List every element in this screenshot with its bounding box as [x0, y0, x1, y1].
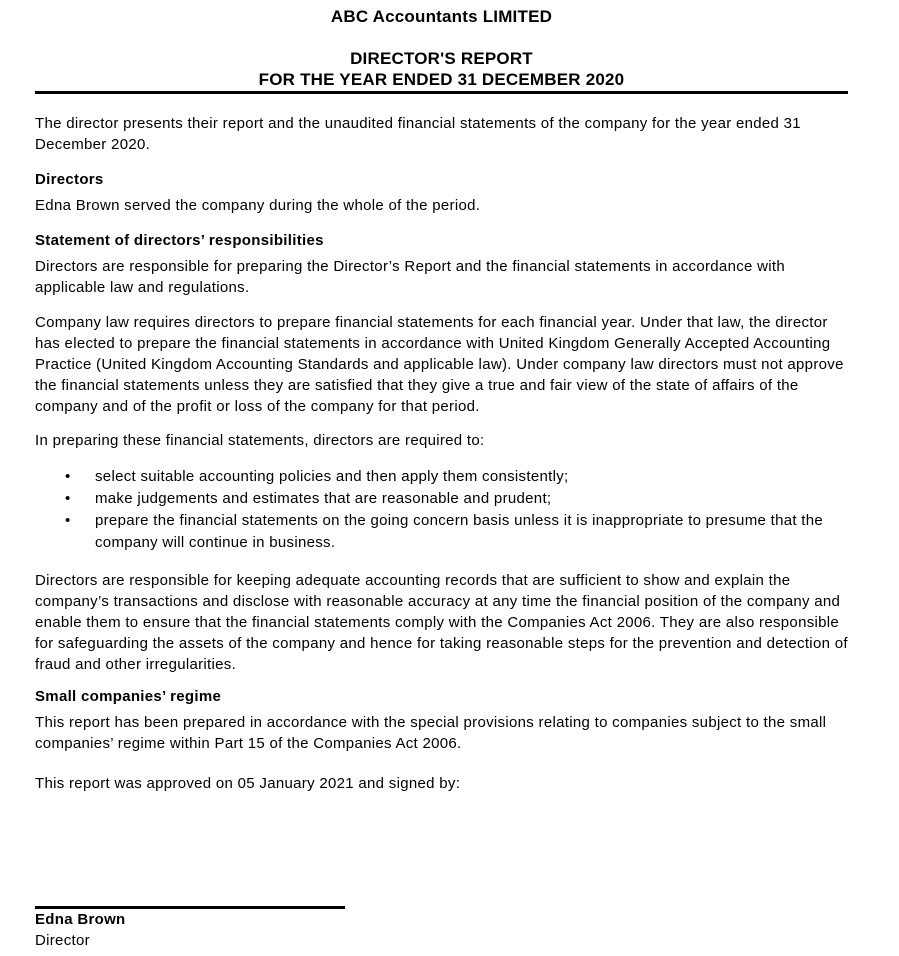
directors-paragraph: Edna Brown served the company during the whole of the period.	[35, 197, 481, 214]
report-period: FOR THE YEAR ENDED 31 DECEMBER 2020	[258, 70, 625, 89]
section-heading-responsibilities: Statement of directors’ responsibilities	[35, 232, 324, 249]
responsibilities-paragraph-1: Directors are responsible for preparing the Director’s Report and the financial statements in accordance with applicable law and regulations.	[35, 258, 786, 296]
report-title-block	[35, 48, 848, 94]
signatory-role: Director	[35, 932, 90, 949]
responsibilities-paragraph-3: Directors are responsible for keeping adequate accounting records that are sufficient to show and explain the company’s transactions and disclose with reasonable accuracy at any time the financial position of the company and enable them to ensure that the financial statements comply with the Companies Act 2006. They are also responsible for safeguarding the assets of the company and hence for taking reasonable steps for the prevention and detection of fraud and other irregularities.	[35, 572, 848, 673]
responsibilities-paragraph-2: Company law requires directors to prepare financial statements for each financial year. Under that law, the director has elected to prepare the financial statements in accordance with United Kingdom Generally Accepted Accounting Practice (United Kingdom Accounting Standards and applicable law). Under company law directors must not approve the financial statements unless they are satisfied that they give a true and fair view of the state of affairs of the company and of the profit or loss of the company for that period.	[35, 314, 844, 415]
responsibilities-list-intro: In preparing these financial statements, directors are required to:	[35, 432, 485, 449]
report-header	[35, 6, 848, 94]
section-heading-directors: Directors	[35, 171, 104, 188]
section-heading-small-companies: Small companies’ regime	[35, 688, 222, 705]
bullet-item-judgements: • make judgements and estimates that are reasonable and prudent;	[35, 488, 848, 510]
company-name: ABC Accountants LIMITED	[330, 7, 553, 26]
small-companies-paragraph: This report has been prepared in accordance with the special provisions relating to companies subject to the small companies’ regime within Part 15 of the Companies Act 2006.	[35, 714, 827, 752]
bullet-item-accounting-policies: • select suitable accounting policies and then apply them consistently;	[35, 466, 848, 488]
report-body	[35, 113, 848, 951]
report-title: DIRECTOR'S REPORT	[350, 49, 533, 68]
intro-paragraph: The director presents their report and the unaudited financial statements of the company for the year ended 31 December 2020.	[35, 115, 801, 153]
bullet-item-going-concern: • prepare the financial statements on the going concern basis unless it is inappropriate to presume that the company will continue in business.	[35, 510, 848, 554]
signature-block	[35, 906, 848, 951]
approval-statement: This report was approved on 05 January 2021 and signed by:	[35, 775, 461, 792]
responsibilities-bullet-list	[35, 466, 848, 554]
signatory-name: Edna Brown	[35, 911, 126, 928]
